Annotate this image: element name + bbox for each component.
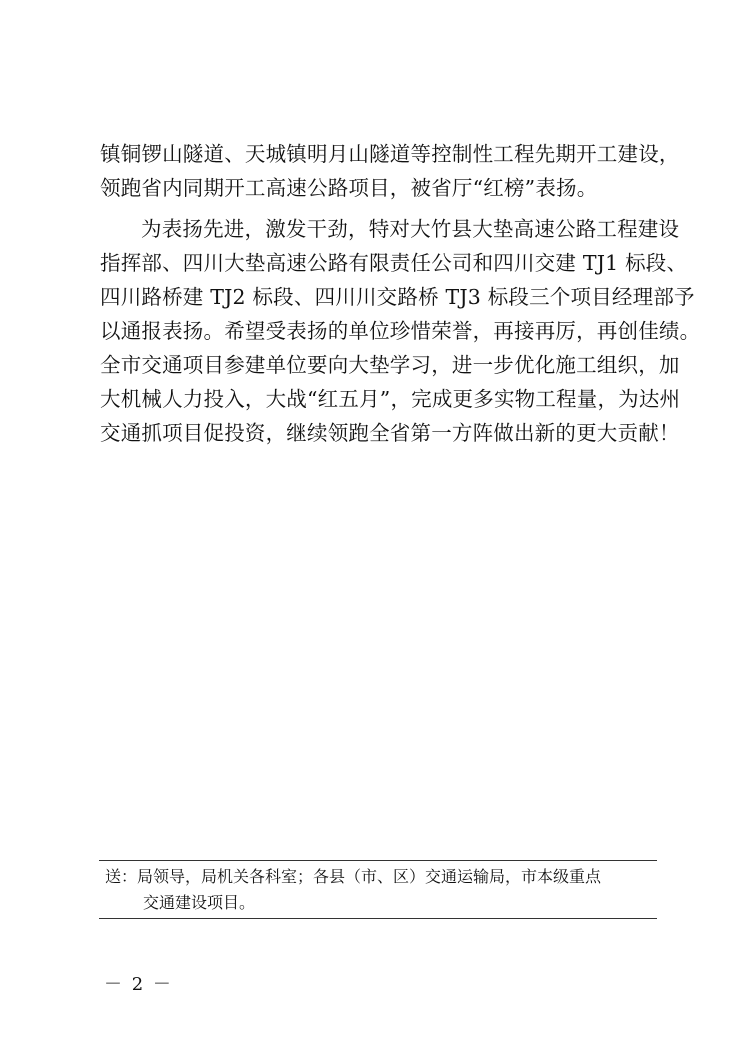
distribution-list xyxy=(105,864,655,916)
text-line: 全市交通项目参建单位要向大垫学习，进一步优化施工组织，加 xyxy=(100,353,680,377)
text-line: 镇铜锣山隧道、天城镇明月山隧道等控制性工程先期开工建设， xyxy=(100,142,680,166)
paragraph-commendation xyxy=(100,212,701,450)
body-text xyxy=(100,137,701,450)
text-line: 交通抓项目促投资，继续领跑全省第一方阵做出新的更大贡献！ xyxy=(100,421,680,445)
paragraph-continuation xyxy=(100,137,680,205)
paragraph-gap xyxy=(100,205,660,212)
text-line: 大机械人力投入，大战“红五月”，完成更多实物工程量，为达州 xyxy=(100,387,681,411)
distribution-line: 交通建设项目。 xyxy=(143,893,256,912)
page-number: － 2 － xyxy=(104,974,173,995)
text-line: 为表扬先进，激发干劲，特对大竹县大垫高速公路工程建设 xyxy=(141,217,680,241)
text-line: 以通报表扬。希望受表扬的单位珍惜荣誉，再接再厉，再创佳绩。 xyxy=(100,319,701,343)
text-line: 领跑省内同期开工高速公路项目，被省厅“红榜”表扬。 xyxy=(100,176,598,200)
text-line: 四川路桥建 TJ2 标段、四川川交路桥 TJ3 标段三个项目经理部予 xyxy=(100,285,695,309)
distribution-bottom-rule xyxy=(99,918,657,919)
distribution-line: 送：局领导，局机关各科室；各县（市、区）交通运输局，市本级重点 xyxy=(105,867,602,886)
distribution-top-rule xyxy=(99,860,657,861)
text-line: 指挥部、四川大垫高速公路有限责任公司和四川交建 TJ1 标段、 xyxy=(100,251,688,275)
